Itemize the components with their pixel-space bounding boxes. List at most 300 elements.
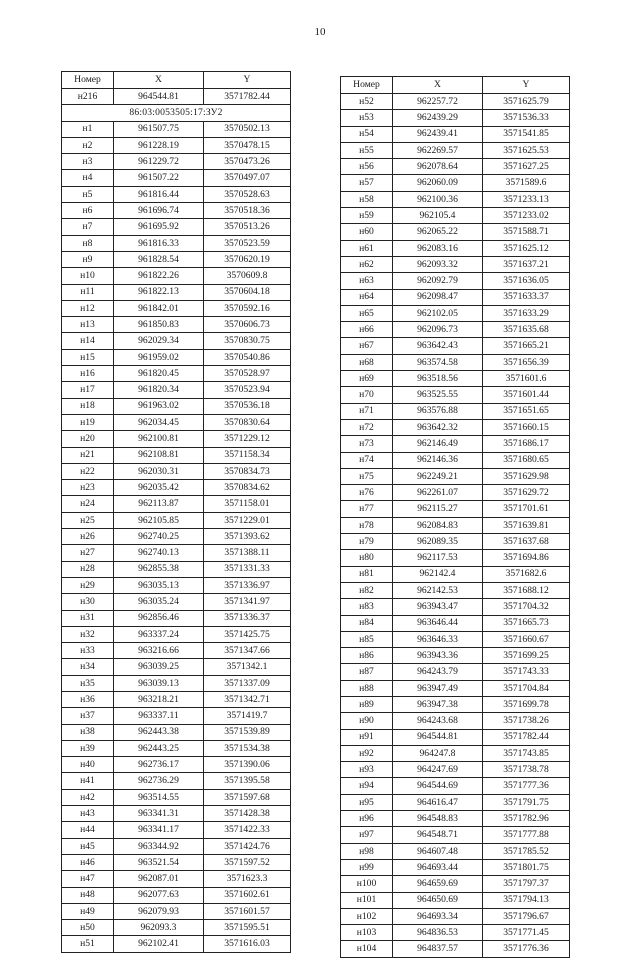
table-row [62,757,291,773]
x-coordinate: 962439.29 [393,110,483,126]
y-coordinate: 3571771.45 [483,925,570,941]
y-coordinate: 3571743.85 [483,745,570,761]
table-row [62,121,291,137]
point-number: н47 [62,871,114,887]
table-row [341,794,570,810]
table-row [341,273,570,289]
table-row [62,154,291,170]
point-number: н82 [341,582,393,598]
x-coordinate: 962261.07 [393,485,483,501]
table-row [62,480,291,496]
y-coordinate: 3571791.75 [483,794,570,810]
point-number: н78 [341,517,393,533]
point-number: н44 [62,822,114,838]
y-coordinate: 3570523.94 [204,382,291,398]
point-number: н18 [62,398,114,414]
x-coordinate: 961507.75 [114,121,204,137]
point-number: н37 [62,708,114,724]
y-coordinate: 3571342.71 [204,691,291,707]
header-number: Номер [341,77,393,94]
y-coordinate: 3571341.97 [204,594,291,610]
table-row [341,843,570,859]
x-coordinate: 963947.38 [393,696,483,712]
x-coordinate: 962257.72 [393,94,483,110]
y-coordinate: 3571602.61 [204,887,291,903]
table-row [341,876,570,892]
y-coordinate: 3571704.84 [483,680,570,696]
x-coordinate: 962079.93 [114,903,204,919]
x-coordinate: 962740.25 [114,529,204,545]
table-row [62,170,291,186]
table-row [62,284,291,300]
point-number: н51 [62,936,114,952]
x-coordinate: 963521.54 [114,854,204,870]
y-coordinate: 3570497.07 [204,170,291,186]
table-row [62,219,291,235]
x-coordinate: 962856.46 [114,610,204,626]
x-coordinate: 962105.4 [393,208,483,224]
point-number: н96 [341,811,393,827]
x-coordinate: 962098.47 [393,289,483,305]
point-number: н92 [341,745,393,761]
point-number: н91 [341,729,393,745]
y-coordinate: 3571635.68 [483,322,570,338]
table-row [62,724,291,740]
table-row [62,333,291,349]
y-coordinate: 3570540.86 [204,349,291,365]
point-number: н102 [341,908,393,924]
table-row [341,387,570,403]
point-number: н54 [341,126,393,142]
x-coordinate: 962855.38 [114,561,204,577]
y-coordinate: 3571639.81 [483,517,570,533]
table-row [62,512,291,528]
point-number: н60 [341,224,393,240]
table-row [341,256,570,272]
y-coordinate: 3571665.73 [483,615,570,631]
x-coordinate: 962146.49 [393,436,483,452]
point-number: н1 [62,121,114,137]
table-row [62,545,291,561]
x-coordinate: 963518.56 [393,371,483,387]
x-coordinate: 961822.26 [114,268,204,284]
point-number: н24 [62,496,114,512]
point-number: н71 [341,403,393,419]
table-row [341,762,570,778]
x-coordinate: 963574.58 [393,354,483,370]
y-coordinate: 3570606.73 [204,317,291,333]
y-coordinate: 3571597.52 [204,854,291,870]
y-coordinate: 3571616.03 [204,936,291,952]
y-coordinate: 3570604.18 [204,284,291,300]
y-coordinate: 3571336.37 [204,610,291,626]
table-row [341,110,570,126]
y-coordinate: 3570620.19 [204,251,291,267]
y-coordinate: 3571158.34 [204,447,291,463]
point-number: н20 [62,431,114,447]
x-coordinate: 963039.13 [114,675,204,691]
y-coordinate: 3571738.78 [483,762,570,778]
point-number: н95 [341,794,393,810]
point-number: н57 [341,175,393,191]
x-coordinate: 964548.71 [393,827,483,843]
table-row [62,887,291,903]
point-number: н43 [62,806,114,822]
x-coordinate: 964693.44 [393,859,483,875]
table-row [62,659,291,675]
y-coordinate: 3571797.37 [483,876,570,892]
y-coordinate: 3571794.13 [483,892,570,908]
table-row [341,925,570,941]
x-coordinate: 962065.22 [393,224,483,240]
point-number: н90 [341,713,393,729]
y-coordinate: 3571342.1 [204,659,291,675]
y-coordinate: 3571627.25 [483,159,570,175]
x-coordinate: 963642.32 [393,419,483,435]
point-number: н100 [341,876,393,892]
point-number: н35 [62,675,114,691]
y-coordinate: 3571424.76 [204,838,291,854]
table-row [62,414,291,430]
x-coordinate: 963337.11 [114,708,204,724]
y-coordinate: 3571337.09 [204,675,291,691]
point-number: н76 [341,485,393,501]
table-row [341,305,570,321]
x-coordinate: 963576.88 [393,403,483,419]
y-coordinate: 3570609.8 [204,268,291,284]
point-number: н93 [341,762,393,778]
x-coordinate: 962087.01 [114,871,204,887]
point-number: н84 [341,615,393,631]
table-row [62,186,291,202]
y-coordinate: 3571625.79 [483,94,570,110]
table-row [62,936,291,952]
y-coordinate: 3571625.53 [483,142,570,158]
point-number: н89 [341,696,393,712]
table-row [341,175,570,191]
y-coordinate: 3571688.12 [483,582,570,598]
x-coordinate: 963943.47 [393,599,483,615]
point-number: н86 [341,648,393,664]
table-row [341,485,570,501]
point-number: н10 [62,268,114,284]
parcel-row [62,105,291,121]
y-coordinate: 3571601.6 [483,371,570,387]
point-number: н79 [341,534,393,550]
x-coordinate: 964544.81 [114,89,204,105]
table-row [341,289,570,305]
table-row [62,854,291,870]
y-coordinate: 3571623.3 [204,871,291,887]
x-coordinate: 964247.8 [393,745,483,761]
y-coordinate: 3570834.62 [204,480,291,496]
table-row [62,561,291,577]
point-number: н61 [341,240,393,256]
x-coordinate: 964548.83 [393,811,483,827]
y-coordinate: 3571428.38 [204,806,291,822]
x-coordinate: 964247.69 [393,762,483,778]
y-coordinate: 3571682.6 [483,566,570,582]
table-row [62,203,291,219]
y-coordinate: 3571601.44 [483,387,570,403]
y-coordinate: 3571233.02 [483,208,570,224]
x-coordinate: 962078.64 [393,159,483,175]
table-row [341,159,570,175]
point-number: н69 [341,371,393,387]
x-coordinate: 962083.16 [393,240,483,256]
x-coordinate: 962105.85 [114,512,204,528]
y-coordinate: 3571633.37 [483,289,570,305]
x-coordinate: 963218.21 [114,691,204,707]
x-coordinate: 962113.87 [114,496,204,512]
x-coordinate: 963337.24 [114,626,204,642]
point-number: н74 [341,452,393,468]
table-row [341,534,570,550]
table-row [341,403,570,419]
x-coordinate: 961229.72 [114,154,204,170]
x-coordinate: 964659.69 [393,876,483,892]
point-number: н80 [341,550,393,566]
point-number: н29 [62,577,114,593]
y-coordinate: 3571633.29 [483,305,570,321]
point-number: н70 [341,387,393,403]
table-row [62,366,291,382]
table-row [341,778,570,794]
table-row [341,680,570,696]
point-number: н6 [62,203,114,219]
x-coordinate: 962736.29 [114,773,204,789]
point-number: н21 [62,447,114,463]
point-number: н28 [62,561,114,577]
y-coordinate: 3571796.67 [483,908,570,924]
y-coordinate: 3571588.71 [483,224,570,240]
table-row [341,827,570,843]
table-row [62,626,291,642]
point-number: н25 [62,512,114,528]
y-coordinate: 3571390.06 [204,757,291,773]
y-coordinate: 3570518.36 [204,203,291,219]
table-row [341,631,570,647]
y-coordinate: 3571229.12 [204,431,291,447]
table-row [341,745,570,761]
point-number: н216 [62,89,114,105]
y-coordinate: 3571625.12 [483,240,570,256]
x-coordinate: 962736.17 [114,757,204,773]
y-coordinate: 3571777.36 [483,778,570,794]
x-coordinate: 963642.43 [393,338,483,354]
y-coordinate: 3571233.13 [483,191,570,207]
x-coordinate: 964243.79 [393,664,483,680]
point-number: н87 [341,664,393,680]
point-number: н7 [62,219,114,235]
table-row [341,191,570,207]
x-coordinate: 964693.34 [393,908,483,924]
table-row [62,838,291,854]
table-row [62,463,291,479]
x-coordinate: 962029.34 [114,333,204,349]
x-coordinate: 963943.36 [393,648,483,664]
point-number: н83 [341,599,393,615]
point-number: н58 [341,191,393,207]
point-number: н45 [62,838,114,854]
table-header-row [62,72,291,89]
point-number: н48 [62,887,114,903]
x-coordinate: 964607.48 [393,843,483,859]
x-coordinate: 961842.01 [114,300,204,316]
y-coordinate: 3571699.25 [483,648,570,664]
y-coordinate: 3571229.01 [204,512,291,528]
x-coordinate: 962060.09 [393,175,483,191]
table-row [62,137,291,153]
table-row [62,317,291,333]
table-row [62,806,291,822]
table-row [62,871,291,887]
table-row [341,419,570,435]
x-coordinate: 962035.42 [114,480,204,496]
table-row [341,615,570,631]
x-coordinate: 963514.55 [114,789,204,805]
y-coordinate: 3571776.36 [483,941,570,957]
point-number: н98 [341,843,393,859]
table-row [62,349,291,365]
point-number: н53 [341,110,393,126]
x-coordinate: 962089.35 [393,534,483,550]
y-coordinate: 3571158.01 [204,496,291,512]
point-number: н63 [341,273,393,289]
table-row [62,447,291,463]
table-row [62,577,291,593]
table-row [341,941,570,957]
x-coordinate: 961822.13 [114,284,204,300]
header-number: Номер [62,72,114,89]
header-y: Y [483,77,570,94]
table-row [62,398,291,414]
table-row [62,431,291,447]
y-coordinate: 3571637.68 [483,534,570,550]
table-row [341,338,570,354]
y-coordinate: 3571785.52 [483,843,570,859]
x-coordinate: 962115.27 [393,501,483,517]
point-number: н101 [341,892,393,908]
table-row [62,789,291,805]
y-coordinate: 3570513.26 [204,219,291,235]
y-coordinate: 3571395.58 [204,773,291,789]
point-number: н42 [62,789,114,805]
x-coordinate: 962100.36 [393,191,483,207]
y-coordinate: 3570502.13 [204,121,291,137]
x-coordinate: 962443.25 [114,740,204,756]
y-coordinate: 3571534.38 [204,740,291,756]
x-coordinate: 963341.17 [114,822,204,838]
table-row [341,208,570,224]
y-coordinate: 3571601.57 [204,903,291,919]
table-row [341,664,570,680]
table-row [62,235,291,251]
table-row [62,594,291,610]
y-coordinate: 3571536.33 [483,110,570,126]
point-number: н41 [62,773,114,789]
y-coordinate: 3570473.26 [204,154,291,170]
table-row [341,322,570,338]
y-coordinate: 3571347.66 [204,643,291,659]
header-x: X [114,72,204,89]
x-coordinate: 963035.13 [114,577,204,593]
y-coordinate: 3571686.17 [483,436,570,452]
x-coordinate: 962439.41 [393,126,483,142]
table-row [341,599,570,615]
x-coordinate: 962740.13 [114,545,204,561]
y-coordinate: 3571782.44 [204,89,291,105]
x-coordinate: 963341.31 [114,806,204,822]
point-number: н68 [341,354,393,370]
point-number: н5 [62,186,114,202]
table-row [62,300,291,316]
y-coordinate: 3571629.98 [483,468,570,484]
table-row [62,268,291,284]
x-coordinate: 961820.34 [114,382,204,398]
x-coordinate: 964544.69 [393,778,483,794]
point-number: н49 [62,903,114,919]
x-coordinate: 962100.81 [114,431,204,447]
x-coordinate: 964544.81 [393,729,483,745]
y-coordinate: 3571629.72 [483,485,570,501]
point-number: н73 [341,436,393,452]
point-number: н27 [62,545,114,561]
x-coordinate: 961696.74 [114,203,204,219]
point-number: н97 [341,827,393,843]
y-coordinate: 3571541.85 [483,126,570,142]
point-number: н75 [341,468,393,484]
x-coordinate: 962117.53 [393,550,483,566]
y-coordinate: 3571699.78 [483,696,570,712]
table-row [341,908,570,924]
table-row [341,859,570,875]
point-number: н36 [62,691,114,707]
point-number: н2 [62,137,114,153]
x-coordinate: 962077.63 [114,887,204,903]
y-coordinate: 3570528.97 [204,366,291,382]
table-row [62,675,291,691]
x-coordinate: 961816.44 [114,186,204,202]
y-coordinate: 3570592.16 [204,300,291,316]
x-coordinate: 962146.36 [393,452,483,468]
x-coordinate: 963035.24 [114,594,204,610]
x-coordinate: 963947.49 [393,680,483,696]
table-row [62,610,291,626]
x-coordinate: 963646.44 [393,615,483,631]
point-number: н34 [62,659,114,675]
y-coordinate: 3571589.6 [483,175,570,191]
x-coordinate: 963646.33 [393,631,483,647]
point-number: н88 [341,680,393,696]
header-y: Y [204,72,291,89]
x-coordinate: 963216.66 [114,643,204,659]
table-row [341,566,570,582]
point-number: н40 [62,757,114,773]
y-coordinate: 3571704.32 [483,599,570,615]
point-number: н8 [62,235,114,251]
x-coordinate: 961816.33 [114,235,204,251]
table-row [62,691,291,707]
y-coordinate: 3571660.67 [483,631,570,647]
x-coordinate: 964616.47 [393,794,483,810]
table-header-row [341,77,570,94]
point-number: н52 [341,94,393,110]
y-coordinate: 3571393.62 [204,529,291,545]
y-coordinate: 3571595.51 [204,920,291,936]
x-coordinate: 962102.05 [393,305,483,321]
table-row [62,643,291,659]
